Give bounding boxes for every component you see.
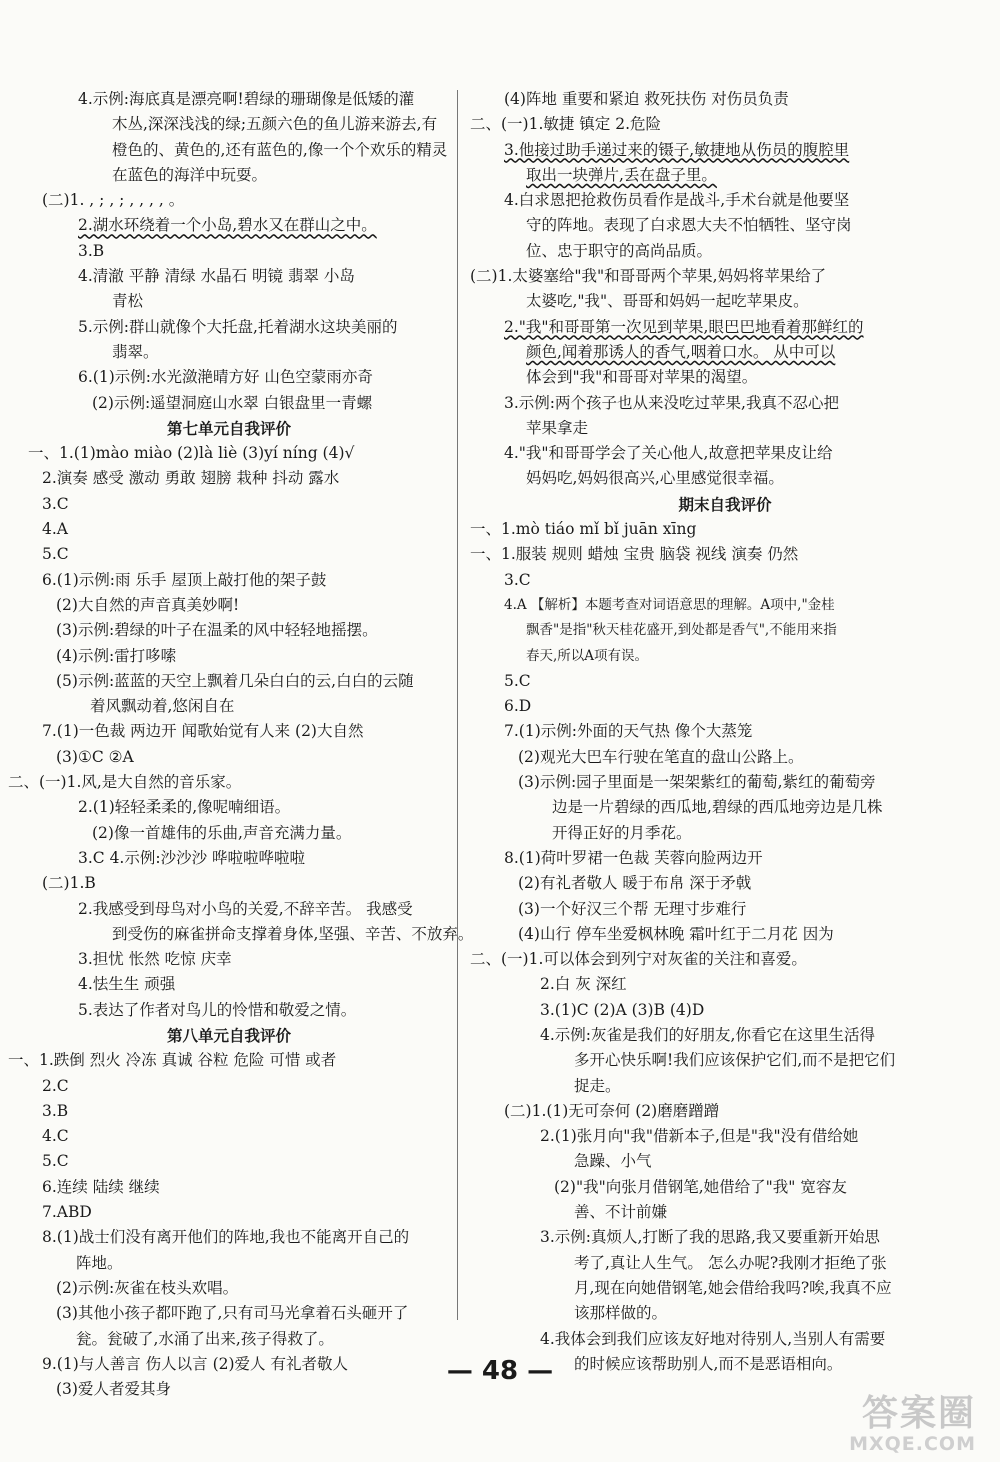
answer-line: (2)大自然的声音真美妙啊! <box>56 595 240 614</box>
answer-line: 瓮。瓮破了,水涌了出来,孩子得救了。 <box>76 1329 334 1348</box>
answer-line: 5.示例:群山就像个大托盘,托着湖水这块美丽的 <box>78 317 398 336</box>
answer-line: 3.担忧 怅然 吃惊 庆幸 <box>78 950 232 969</box>
answer-line: 6.D <box>504 697 532 716</box>
answer-line: 3.示例:真烦人,打断了我的思路,我又要重新开始思 <box>540 1228 880 1247</box>
watermark <box>756 1385 986 1455</box>
section-heading: 第七单元自我评价 <box>166 418 291 438</box>
answer-line: 守的阵地。表现了白求恩大夫不怕牺牲、坚守岗 <box>526 216 852 235</box>
column-divider <box>457 90 458 1320</box>
answer-line: 2.演奏 感受 激动 勇敢 翅膀 栽种 抖动 露水 <box>42 469 340 488</box>
answer-line: 在蓝色的海洋中玩耍。 <box>112 165 268 184</box>
answer-line: (二)1. , ; , ; , , , , 。 <box>42 191 185 210</box>
answer-line: (5)示例:蓝蓝的天空上飘着几朵白白的云,白白的云随 <box>56 671 414 690</box>
answer-line: (2)"我"向张月借钢笔,她借给了"我" 宽容友 <box>554 1177 847 1196</box>
answer-line: 橙色的、黄色的,还有蓝色的,像一个个欢乐的精灵 <box>112 140 448 159</box>
answer-note-line: 春天,所以A项有误。 <box>526 647 649 664</box>
answer-line: 位、忠于职守的高尚品质。 <box>526 241 713 260</box>
answer-line: (2)示例:遥望洞庭山水翠 白银盘里一青螺 <box>92 393 373 412</box>
answer-line: 一、1.(1)mào miào (2)là liè (3)yí níng (4)√ <box>28 444 355 463</box>
answer-line: 3.示例:两个孩子也从来没吃过苹果,我真不忍心把 <box>504 393 839 412</box>
answer-line: 4.怯生生 顽强 <box>78 975 176 994</box>
answer-line: 3.B <box>42 1101 69 1120</box>
answer-line: 2.(1)张月向"我"借新本子,但是"我"没有借给她 <box>540 1127 859 1146</box>
answer-line: (2)有礼者敬人 暖于布帛 深于矛戟 <box>518 874 752 893</box>
answer-line: 善、不计前嫌 <box>574 1203 668 1222</box>
answer-line: 5.C <box>42 545 69 564</box>
answer-line: 多开心快乐啊!我们应该保护它们,而不是把它们 <box>574 1051 896 1070</box>
answer-line: (二)1.太婆塞给"我"和哥哥两个苹果,妈妈将苹果给了 <box>470 267 827 286</box>
answer-note-line: 4.A 【解析】本题考查对词语意思的理解。A项中,"金桂 <box>504 596 835 613</box>
answer-line: 取出一块弹片,丢在盘子里。 <box>526 165 717 184</box>
watermark-logo: 答案圈 <box>861 1393 976 1434</box>
answer-line: (4)示例:雷打哆嗦 <box>56 646 177 665</box>
answer-line: 考了,真让人生气。 怎么办呢?我刚才拒绝了张 <box>574 1253 887 1272</box>
answer-line: (二)1.B <box>42 874 96 893</box>
answer-line: 3.(1)C (2)A (3)B (4)D <box>540 1000 705 1019</box>
answer-line: (2)观光大巴车行驶在笔直的盘山公路上。 <box>518 747 804 766</box>
answer-line: 7.(1)一色裁 两边开 闻歌始觉有人来 (2)大自然 <box>42 722 364 741</box>
answer-line: 3.C <box>504 570 531 589</box>
answer-line: 二、(一)1.敏捷 镇定 2.危险 <box>470 115 662 134</box>
watermark-url: MXQE.COM <box>849 1433 976 1455</box>
answer-line: 一、1.服装 规则 蜡烛 宝贵 脑袋 视线 演奏 仍然 <box>470 545 799 564</box>
answer-line: (3)其他小孩子都吓跑了,只有司马光拿着石头砸开了 <box>56 1304 409 1323</box>
answer-line: (2)示例:灰雀在枝头欢唱。 <box>56 1278 239 1297</box>
answer-line: 2.C <box>42 1076 69 1095</box>
answer-line: 3.B <box>78 241 105 260</box>
answer-line: 4.C <box>42 1127 69 1146</box>
answer-line: (3)爱人者爱其身 <box>56 1380 171 1399</box>
answer-line: 4."我"和哥哥学会了关心他人,故意把苹果皮让给 <box>504 444 833 463</box>
answer-line: 6.连续 陆续 继续 <box>42 1177 160 1196</box>
answer-line: 4.白求恩把抢救伤员看作是战斗,手术台就是他要坚 <box>504 191 850 210</box>
answer-line: 3.C 4.示例:沙沙沙 哗啦啦哗啦啦 <box>78 848 306 867</box>
answer-line: (二)1.(1)无可奈何 (2)磨磨蹭蹭 <box>504 1101 720 1120</box>
answer-line: 4.示例:灰雀是我们的好朋友,你看它在这里生活得 <box>540 1025 875 1044</box>
answer-line: 颜色,闻着那诱人的香气,咽着口水。 从中可以 <box>526 342 836 361</box>
answer-line: 苹果拿走 <box>526 418 589 437</box>
answer-line: 6.(1)示例:雨 乐手 屋顶上敲打他的架子鼓 <box>42 570 327 589</box>
answer-line: 7.ABD <box>42 1203 92 1222</box>
answer-line: 6.(1)示例:水光潋滟晴方好 山色空蒙雨亦奇 <box>78 368 373 387</box>
answer-line: 一、1.跌倒 烈火 冷冻 真诚 谷粒 危险 可惜 或者 <box>8 1051 337 1070</box>
answer-line: 急躁、小气 <box>574 1152 652 1171</box>
answer-line: 5.C <box>42 1152 69 1171</box>
answer-line: (4)阵地 重要和紧迫 救死扶伤 对伤员负责 <box>504 90 789 108</box>
answer-line: 该那样做的。 <box>574 1304 668 1323</box>
answer-line: 5.表达了作者对鸟儿的怜惜和敬爱之情。 <box>78 1000 357 1019</box>
answer-line: 太婆吃,"我"、哥哥和妈妈一起吃苹果皮。 <box>526 292 809 311</box>
answer-line: 青松 <box>112 292 144 311</box>
answer-line: 2."我"和哥哥第一次见到苹果,眼巴巴地看着那鲜红的 <box>504 317 864 336</box>
answer-note-line: 飘香"是指"秋天桂花盛开,到处都是香气",不能用来指 <box>526 622 837 639</box>
answer-line: 2.我感受到母鸟对小鸟的关爱,不辞辛苦。 我感受 <box>78 899 413 918</box>
section-heading: 第八单元自我评价 <box>166 1025 291 1045</box>
answer-line: 8.(1)战士们没有离开他们的阵地,我也不能离开自己的 <box>42 1228 410 1247</box>
answer-line: 7.(1)示例:外面的天气热 像个大蒸笼 <box>504 722 753 741</box>
right-answer-column <box>470 88 980 1378</box>
answer-line: 5.C <box>504 671 531 690</box>
answer-line: 妈妈吃,妈妈很高兴,心里感觉很幸福。 <box>526 469 784 488</box>
answer-line: 3.C <box>42 494 69 513</box>
answer-line: 木丛,深深浅浅的绿;五颜六色的鱼儿游来游去,有 <box>112 115 438 134</box>
answer-line: 二、(一)1.可以体会到列宁对灰雀的关注和喜爱。 <box>470 950 807 969</box>
answer-line: 捉走。 <box>574 1076 621 1095</box>
answer-line: 边是一片碧绿的西瓜地,碧绿的西瓜地旁边是几株 <box>552 798 883 817</box>
answer-line: 4.A <box>42 520 68 539</box>
answer-line: 的时候应该帮助别人,而不是恶语相向。 <box>574 1354 843 1373</box>
answer-line: 月,现在向她借钢笔,她会借给我吗?唉,我真不应 <box>574 1278 892 1297</box>
answer-line: (2)像一首雄伟的乐曲,声音充满力量。 <box>92 823 352 842</box>
answer-line: 一、1.mò tiáo mǐ bǐ juān xīng <box>470 520 697 539</box>
answer-line: 8.(1)荷叶罗裙一色裁 芙蓉向脸两边开 <box>504 848 763 867</box>
answer-line: 3.他接过助手递过来的镊子,敏捷地从伤员的腹腔里 <box>504 140 850 159</box>
answer-line: 2.白 灰 深红 <box>540 975 627 994</box>
answer-line: (3)示例:园子里面是一架架紫红的葡萄,紫红的葡萄旁 <box>518 773 876 792</box>
answer-line: 翡翠。 <box>112 342 159 361</box>
answer-line: (3)示例:碧绿的叶子在温柔的风中轻轻地摇摆。 <box>56 621 378 640</box>
answer-line: 到受伤的麻雀拼命支撑着身体,坚强、辛苦、不放弃。 <box>112 924 474 943</box>
answer-line: 体会到"我"和哥哥对苹果的渴望。 <box>526 368 758 387</box>
section-heading: 期末自我评价 <box>678 494 772 514</box>
answer-line: 2.(1)轻轻柔柔的,像呢喃细语。 <box>78 798 291 817</box>
answer-line: 9.(1)与人善言 伤人以言 (2)爱人 有礼者敬人 <box>42 1354 348 1373</box>
answer-line: 二、(一)1.风,是大自然的音乐家。 <box>8 773 242 792</box>
answer-line: 阵地。 <box>76 1253 123 1272</box>
answer-line: 4.我体会到我们应该友好地对待别人,当别人有需要 <box>540 1329 886 1348</box>
answer-line: 4.示例:海底真是漂亮啊!碧绿的珊瑚像是低矮的灌 <box>78 90 415 108</box>
answer-line: 2.湖水环绕着一个小岛,碧水又在群山之中。 <box>78 216 377 235</box>
answer-line: (3)一个好汉三个帮 无理寸步难行 <box>518 899 747 918</box>
answer-line: (3)①C ②A <box>56 747 134 766</box>
left-answer-column <box>8 88 474 1403</box>
answer-line: 着风飘动着,悠闲自在 <box>90 697 235 716</box>
page-number: — 48 — <box>446 1356 554 1386</box>
answer-line: (4)山行 停车坐爱枫林晚 霜叶红于二月花 因为 <box>518 924 834 943</box>
answer-line: 4.清澈 平静 清绿 水晶石 明镜 翡翠 小岛 <box>78 267 355 286</box>
answer-line: 开得正好的月季花。 <box>552 823 692 842</box>
